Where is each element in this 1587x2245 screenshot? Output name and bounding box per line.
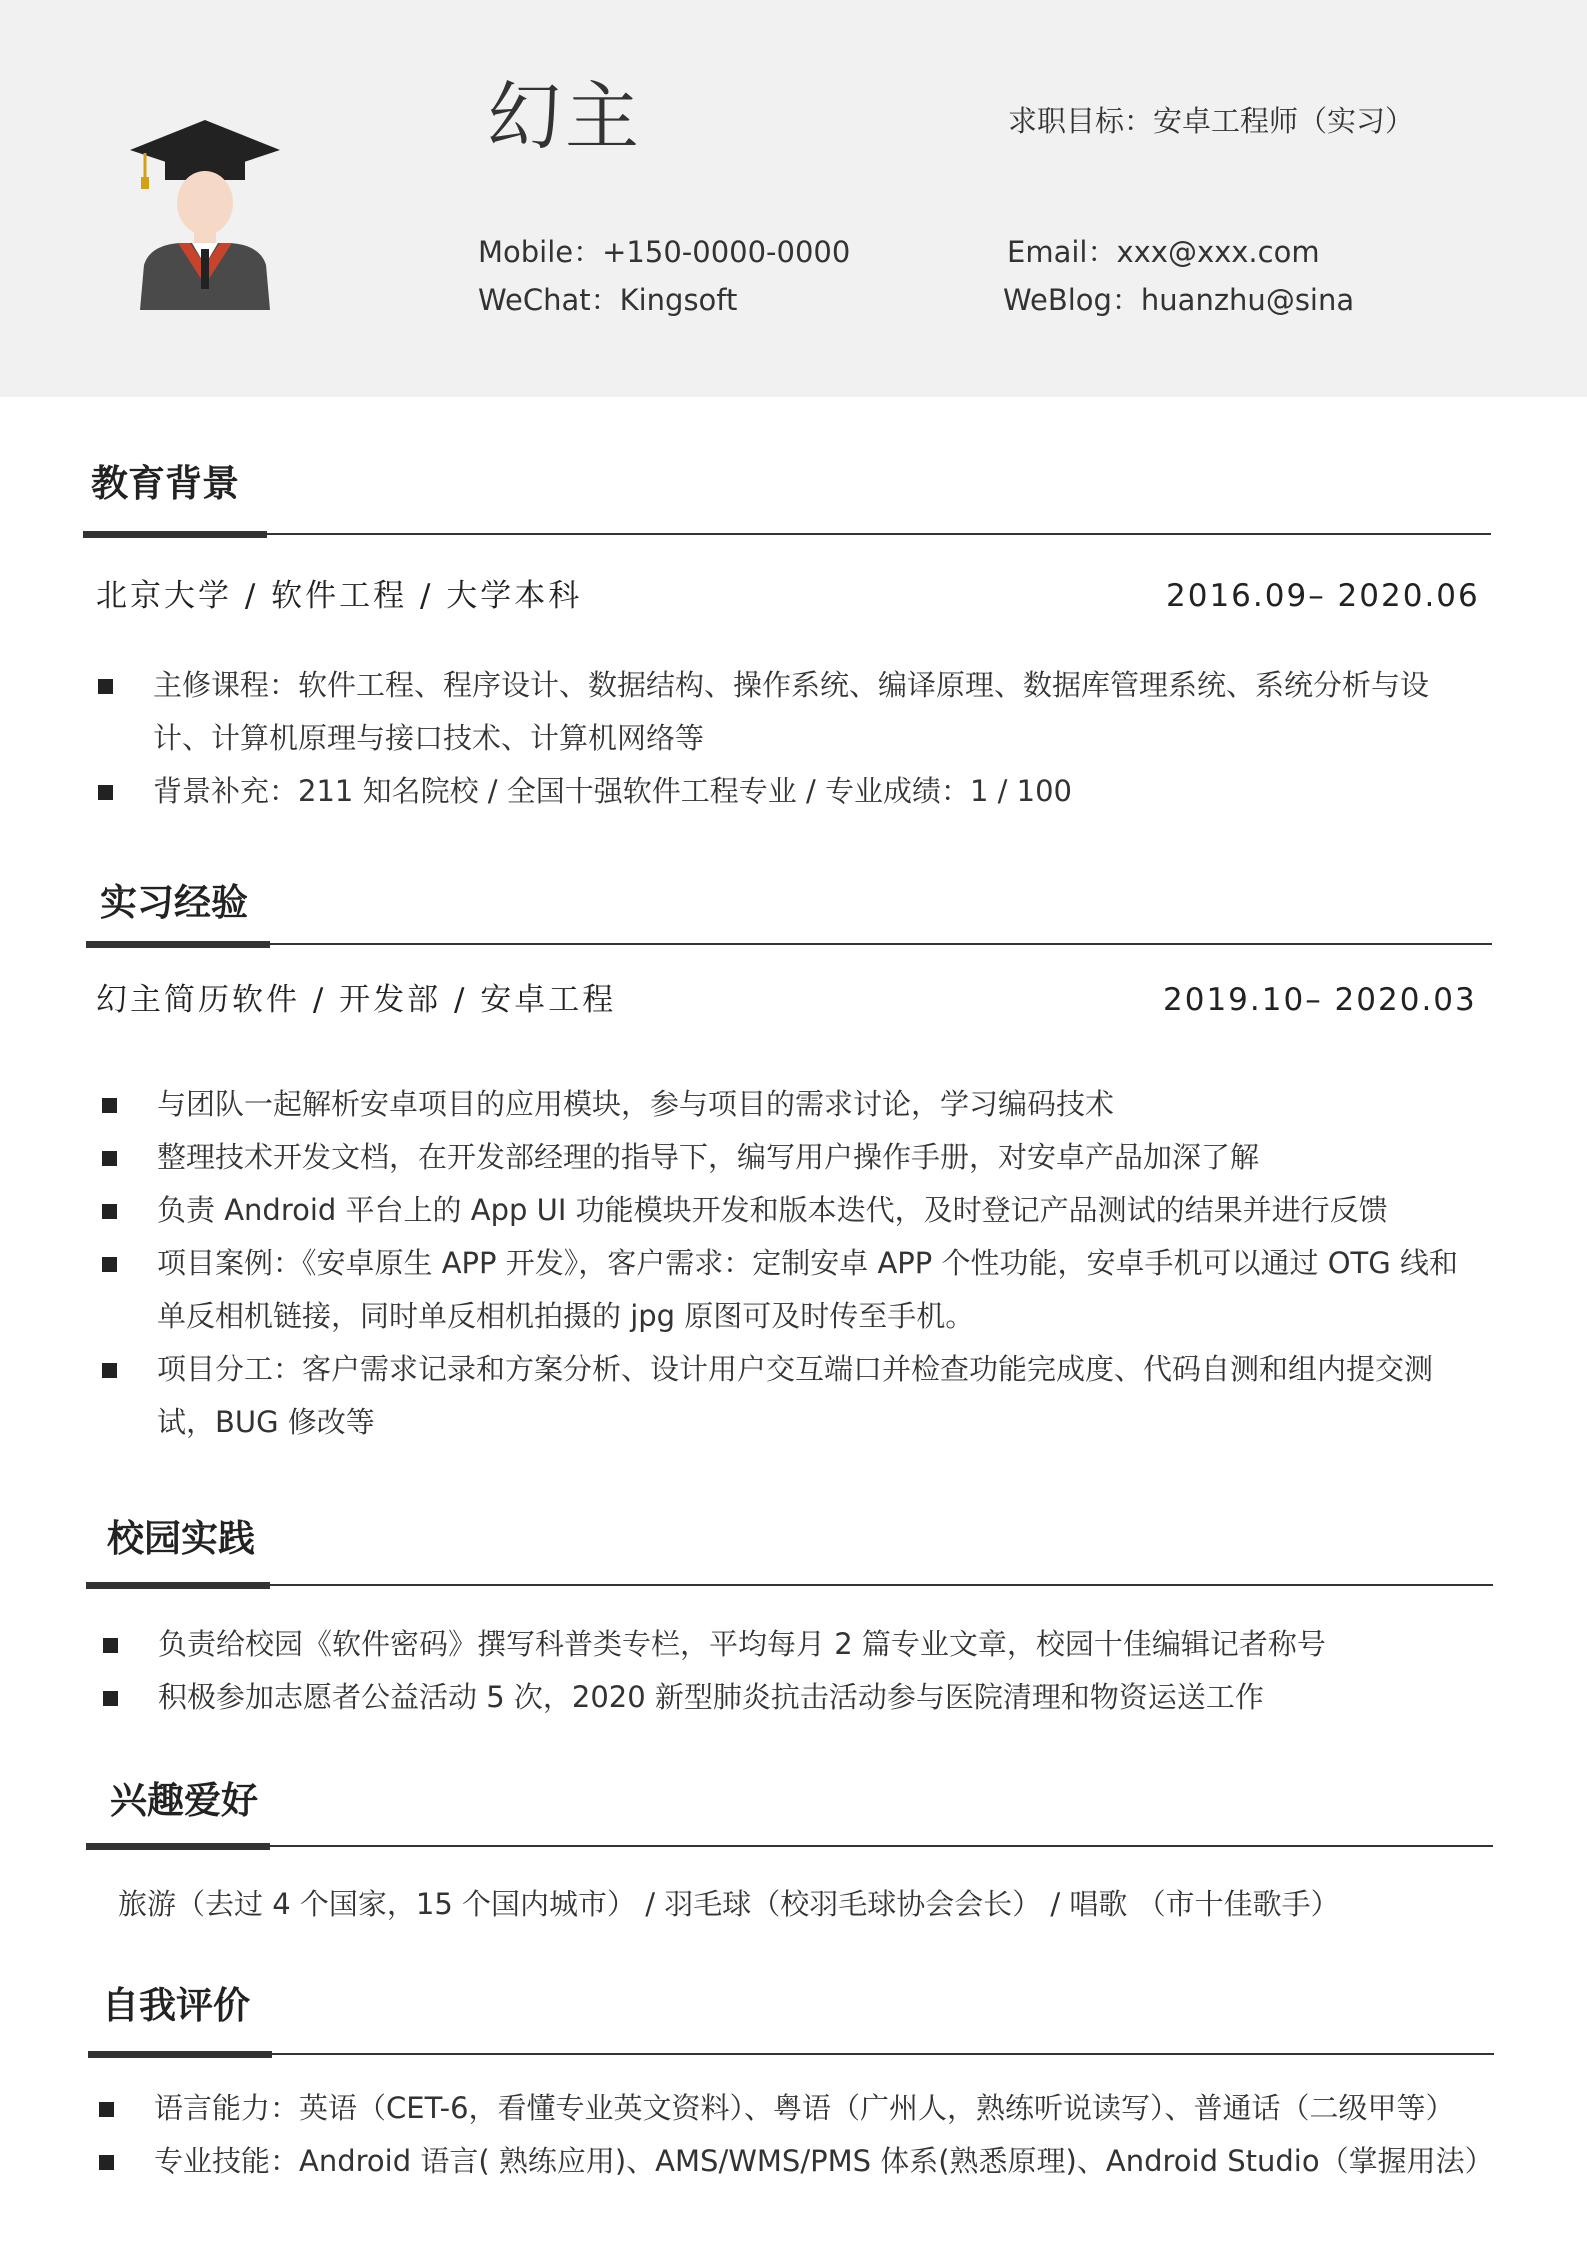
bullet-square-icon bbox=[102, 1098, 117, 1113]
weblog: WeBlog：huanzhu@sina bbox=[1003, 283, 1355, 317]
bullet-square-icon bbox=[103, 1638, 118, 1653]
campus-divider-accent bbox=[86, 1582, 270, 1589]
list-item: 主修课程：软件工程、程序设计、数据结构、操作系统、编译原理、数据库管理系统、系统分析与设计、计算机原理与接口技术、计算机网络等 bbox=[98, 659, 1463, 765]
self-eval-list bbox=[99, 2082, 1494, 2188]
education-divider bbox=[83, 533, 1491, 535]
education-date: 2016.09– 2020.06 bbox=[1166, 578, 1480, 614]
list-item: 积极参加志愿者公益活动 5 次，2020 新型肺炎抗击活动参与医院清理和物资运送工作 bbox=[103, 1671, 1463, 1724]
hobbies-title: 兴趣爱好 bbox=[110, 1779, 258, 1822]
self-eval-divider-accent bbox=[88, 2051, 272, 2058]
list-item: 负责给校园《软件密码》撰写科普类专栏，平均每月 2 篇专业文章，校园十佳编辑记者称号 bbox=[103, 1618, 1463, 1671]
self-eval-title: 自我评价 bbox=[102, 1984, 250, 2027]
bullet-square-icon bbox=[99, 2102, 114, 2117]
list-item: 语言能力：英语（CET-6，看懂专业英文资料）、粤语（广州人，熟练听说读写）、普通话（二级甲等） bbox=[99, 2082, 1489, 2135]
internship-date: 2019.10– 2020.03 bbox=[1163, 982, 1477, 1018]
education-list bbox=[98, 659, 1463, 818]
hobbies-text: 旅游（去过 4 个国家，15 个国内城市） / 羽毛球（校羽毛球协会会长） / 唱歌 （市十佳歌手） bbox=[118, 1887, 1340, 1921]
self-eval-divider bbox=[88, 2053, 1494, 2055]
profile-header bbox=[0, 0, 1587, 397]
list-item: 整理技术开发文档，在开发部经理的指导下，编写用户操作手册，对安卓产品加深了解 bbox=[102, 1131, 1462, 1184]
education-school: 北京大学 / 软件工程 / 大学本科 bbox=[96, 578, 583, 614]
list-item: 项目案例：《安卓原生 APP 开发》，客户需求：定制安卓 APP 个性功能，安卓手机可以通过 OTG 线和单反相机链接，同时单反相机拍摄的 jpg 原图可及时传至手机。 bbox=[102, 1237, 1462, 1343]
campus-divider bbox=[86, 1584, 1493, 1586]
list-item: 与团队一起解析安卓项目的应用模块，参与项目的需求讨论，学习编码技术 bbox=[102, 1078, 1462, 1131]
bullet-square-icon bbox=[98, 785, 113, 800]
wechat: WeChat：Kingsoft bbox=[478, 283, 738, 317]
bullet-square-icon bbox=[102, 1204, 117, 1219]
campus-list bbox=[103, 1618, 1463, 1724]
campus-title: 校园实践 bbox=[107, 1517, 255, 1560]
list-item: 背景补充：211 知名院校 / 全国十强软件工程专业 / 专业成绩：1 / 100 bbox=[98, 765, 1463, 818]
candidate-name: 幻主 bbox=[487, 74, 643, 160]
bullet-square-icon bbox=[102, 1257, 117, 1272]
bullet-square-icon bbox=[102, 1363, 117, 1378]
bullet-square-icon bbox=[102, 1151, 117, 1166]
graduate-avatar-icon bbox=[130, 115, 280, 310]
bullet-square-icon bbox=[99, 2155, 114, 2170]
internship-title: 实习经验 bbox=[100, 881, 248, 924]
list-item: 项目分工：客户需求记录和方案分析、设计用户交互端口并检查功能完成度、代码自测和组内提交测试，BUG 修改等 bbox=[102, 1343, 1462, 1449]
bullet-square-icon bbox=[98, 679, 113, 694]
internship-divider bbox=[86, 943, 1492, 945]
internship-divider-accent bbox=[86, 941, 270, 948]
hobbies-divider-accent bbox=[86, 1843, 270, 1850]
list-item: 负责 Android 平台上的 App UI 功能模块开发和版本迭代，及时登记产品测试的结果并进行反馈 bbox=[102, 1184, 1462, 1237]
internship-company: 幻主简历软件 / 开发部 / 安卓工程 bbox=[96, 982, 617, 1018]
mobile: Mobile：+150-0000-0000 bbox=[478, 235, 851, 269]
email: Email：xxx@xxx.com bbox=[1007, 235, 1320, 269]
hobbies-divider bbox=[86, 1845, 1493, 1847]
list-item: 专业技能：Android 语言( 熟练应用)、AMS/WMS/PMS 体系(熟悉原理)、Android Studio（掌握用法） bbox=[99, 2135, 1489, 2188]
bullet-square-icon bbox=[103, 1691, 118, 1706]
education-divider-accent bbox=[83, 531, 267, 538]
education-title: 教育背景 bbox=[91, 462, 239, 505]
job-target: 求职目标：安卓工程师（实习） bbox=[1008, 104, 1415, 138]
internship-list bbox=[102, 1078, 1462, 1449]
